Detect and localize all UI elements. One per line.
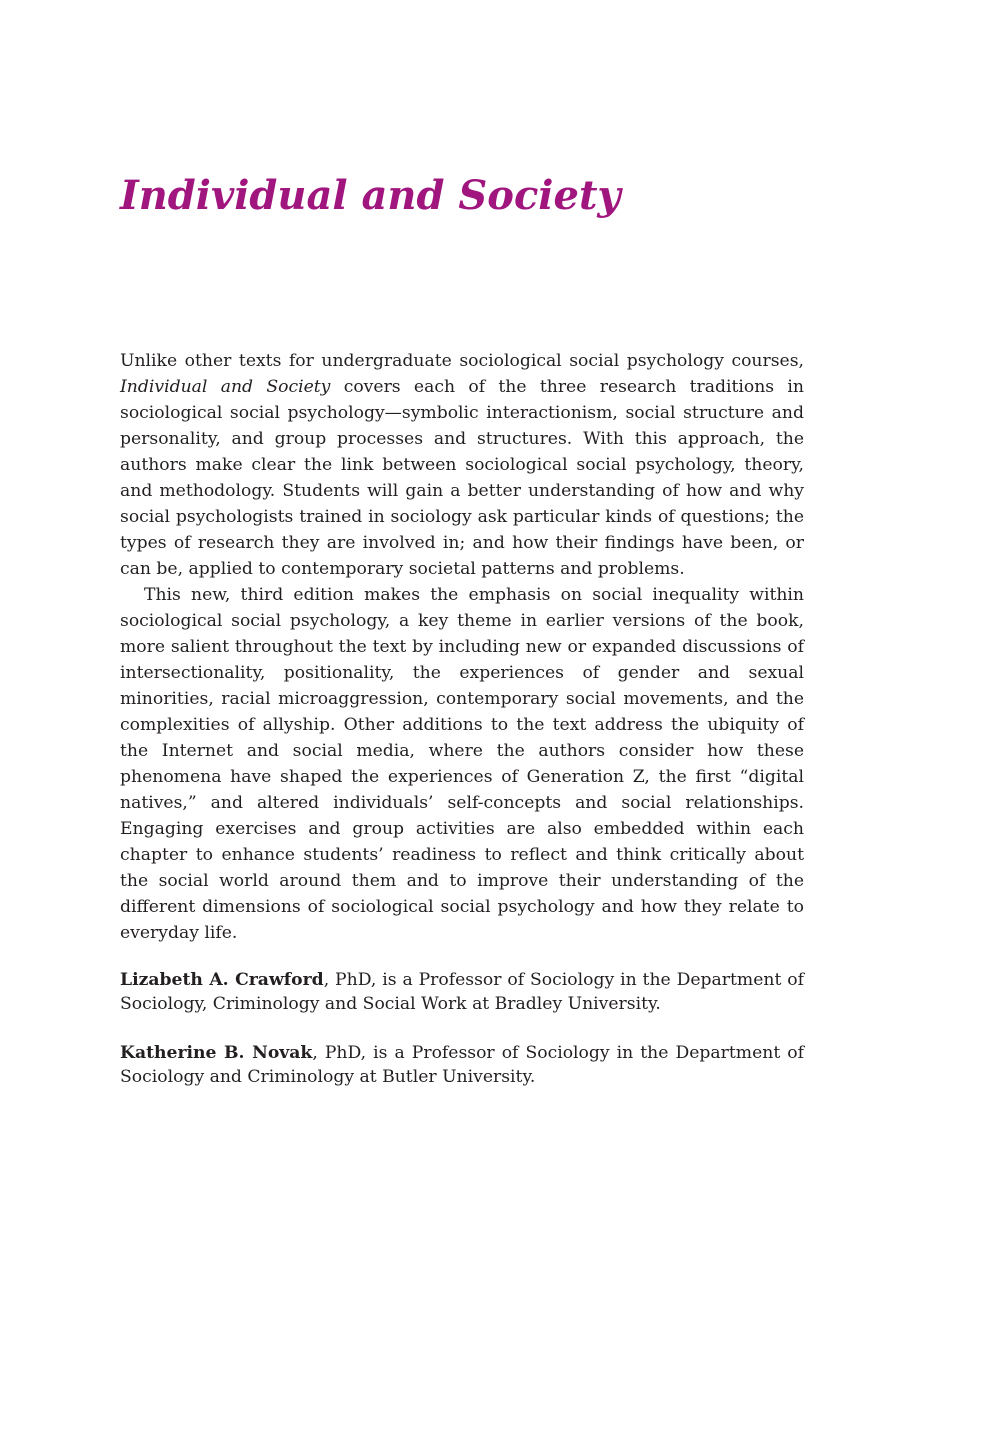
author-bio <box>120 1041 804 1089</box>
author-name: Lizabeth A. Crawford <box>120 970 324 990</box>
author-bio-text: , PhD, is a Professor of Sociology in the Department of Sociology, Criminology and Social Work at Bradley University. <box>120 970 804 1014</box>
book-description <box>120 348 804 1089</box>
description-paragraph-2: This new, third edition makes the emphasis on social inequality within sociological social psychology, a key theme in earlier versions of the book, more salient throughout the text by including new or expanded discussions of intersectionality, positionality, the experiences of gender and sexual minorities, racial microaggression, contemporary social movements, and the complexities of allyship. Other additions to the text address the ubiquity of the Internet and social media, where the authors consider how these phenomena have shaped the experiences of Generation Z, the first “digital natives,” and altered individuals’ self-concepts and social relationships. Engaging exercises and group activities are also embedded within each chapter to enhance students’ readiness to reflect and think critically about the social world around them and to improve their understanding of the different dimensions of sociological social psychology and how they relate to everyday life. <box>120 585 804 943</box>
description-paragraph-1 <box>120 348 804 582</box>
book-title-reference: Individual and Society <box>120 377 331 397</box>
author-bio-text: , PhD, is a Professor of Sociology in the Department of Sociology and Criminology at Butler University. <box>120 1043 804 1087</box>
description-paragraph-1-text: covers each of the three research traditions in sociological social psychology—symbolic interactionism, social structure and personality, and group processes and structures. With this approach, the authors make clear the link between sociological social psychology, theory, and methodology. Students will gain a better understanding of how and why social psychologists trained in sociology ask particular kinds of questions; the types of research they are involved in; and how their findings have been, or can be, applied to contemporary societal patterns and problems. <box>120 377 804 579</box>
description-lead: Unlike other texts for undergraduate sociological social psychology courses, <box>120 351 804 371</box>
page-title: Individual and Society <box>120 172 621 219</box>
author-name: Katherine B. Novak <box>120 1043 313 1063</box>
author-bio <box>120 968 804 1016</box>
